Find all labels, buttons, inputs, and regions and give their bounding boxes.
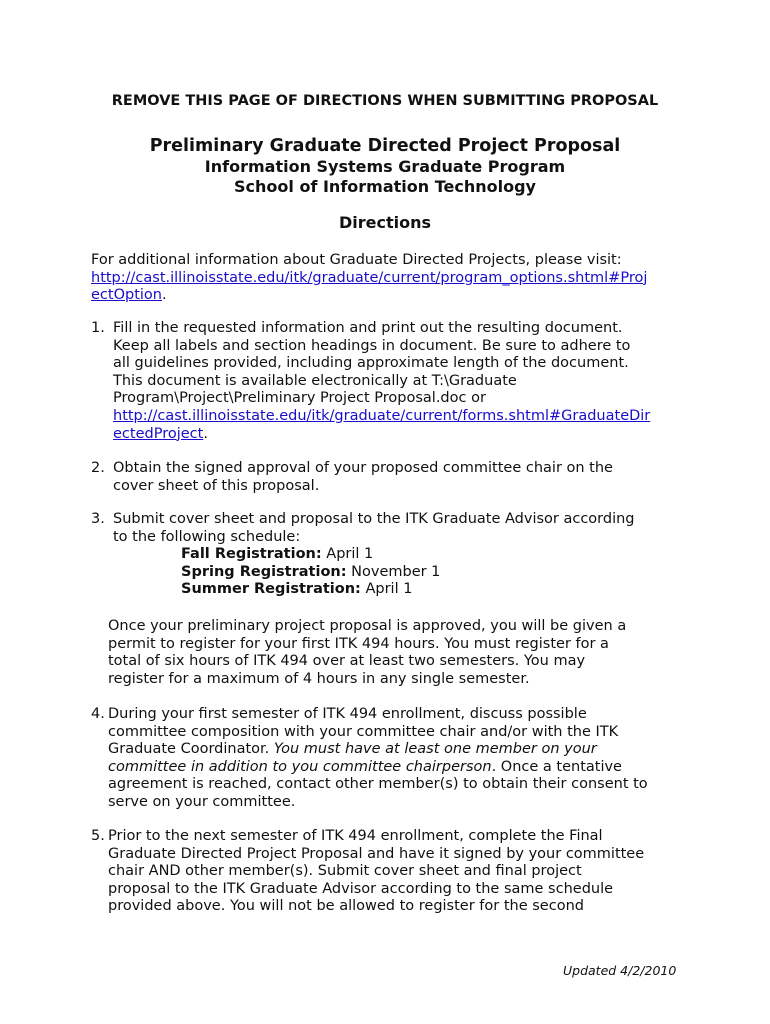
directions-heading: Directions xyxy=(338,213,432,232)
subtitle-program: Information Systems Graduate Program xyxy=(204,157,566,176)
item-1-line: Fill in the requested information and print out the resulting document. xyxy=(113,320,623,336)
removal-notice: REMOVE THIS PAGE OF DIRECTIONS WHEN SUBMITTING PROPOSAL xyxy=(111,93,659,109)
schedule-spring: Spring Registration: November 1 xyxy=(181,563,441,580)
item-2-line: Obtain the signed approval of your proposed committee chair on the xyxy=(113,460,613,476)
italic-requirement-continued: committee in addition to you committee chairperson xyxy=(108,758,492,775)
item-1-number: 1. xyxy=(91,320,105,336)
subtitle-school: School of Information Technology xyxy=(234,177,536,196)
intro-text: For additional information about Graduate Directed Projects, please visit: xyxy=(91,252,622,268)
schedule-summer: Summer Registration: April 1 xyxy=(181,581,413,598)
item-1-line: This document is available electronically at T:\Graduate xyxy=(113,372,517,389)
item-3-number: 3. xyxy=(91,511,105,527)
paragraph-line: permit to register for your first ITK 494 hours. You must register for a xyxy=(108,635,609,652)
item-3-approval-paragraph xyxy=(108,618,626,688)
item-5-line: Prior to the next semester of ITK 494 enrollment, complete the Final xyxy=(108,828,603,844)
paragraph-line: total of six hours of ITK 494 over at least two semesters. You may xyxy=(108,653,586,670)
item-1-period: . xyxy=(203,425,208,442)
italic-requirement: You must have at least one member on your xyxy=(273,741,597,758)
forms-link-continued[interactable]: ectedProject xyxy=(113,425,204,442)
item-4-line: agreement is reached, contact other member(s) to obtain their consent to xyxy=(108,776,648,793)
schedule-fall: Fall Registration: April 1 xyxy=(181,546,374,562)
intro-paragraph xyxy=(91,252,647,305)
forms-link[interactable]: http://cast.illinoisstate.edu/itk/graduate/current/forms.shtml#GraduateDir xyxy=(113,407,651,424)
item-4-text xyxy=(108,706,648,812)
page-title: Preliminary Graduate Directed Project Proposal xyxy=(149,136,621,156)
item-1-line: all guidelines provided, including approximate length of the document. xyxy=(113,355,629,372)
updated-date: Updated 4/2/2010 xyxy=(563,963,677,978)
item-4-line: committee in addition to you committee chairperson. Once a tentative xyxy=(108,758,622,775)
item-1-line: Program\Project\Preliminary Project Proposal.doc or xyxy=(113,390,486,407)
item-4-line: During your first semester of ITK 494 enrollment, discuss possible xyxy=(108,706,587,722)
item-4-number: 4. xyxy=(91,706,105,722)
item-2-line: cover sheet of this proposal. xyxy=(113,477,320,494)
item-2-text xyxy=(113,460,613,495)
registration-schedule xyxy=(181,546,440,599)
intro-period: . xyxy=(161,287,167,304)
item-5-number: 5. xyxy=(91,828,105,844)
item-4-line: committee composition with your committee chair and/or with the ITK xyxy=(108,723,619,740)
program-options-link-continued[interactable]: ectOption xyxy=(91,287,162,304)
item-4-line: serve on your committee. xyxy=(108,793,296,810)
item-3-text xyxy=(113,511,635,546)
paragraph-line: register for a maximum of 4 hours in any single semester. xyxy=(108,670,530,687)
item-3-line: to the following schedule: xyxy=(113,528,301,545)
item-5-line: proposal to the ITK Graduate Advisor according to the same schedule xyxy=(108,880,614,897)
item-3-line: Submit cover sheet and proposal to the ITK Graduate Advisor according xyxy=(113,511,635,527)
item-5-line: provided above. You will not be allowed to register for the second xyxy=(108,898,584,915)
paragraph-line: Once your preliminary project proposal is approved, you will be given a xyxy=(108,618,627,634)
item-1-text xyxy=(113,320,650,443)
item-5-line: chair AND other member(s). Submit cover sheet and final project xyxy=(108,863,582,880)
item-5-text xyxy=(108,828,644,916)
item-1-line: Keep all labels and section headings in document. Be sure to adhere to xyxy=(113,337,631,354)
item-2-number: 2. xyxy=(91,460,105,476)
item-5-line: Graduate Directed Project Proposal and have it signed by your committee xyxy=(108,845,645,862)
item-4-line: Graduate Coordinator. You must have at least one member on your xyxy=(108,741,597,758)
program-options-link[interactable]: http://cast.illinoisstate.edu/itk/graduate/current/program_options.shtml#Proj xyxy=(91,269,648,286)
